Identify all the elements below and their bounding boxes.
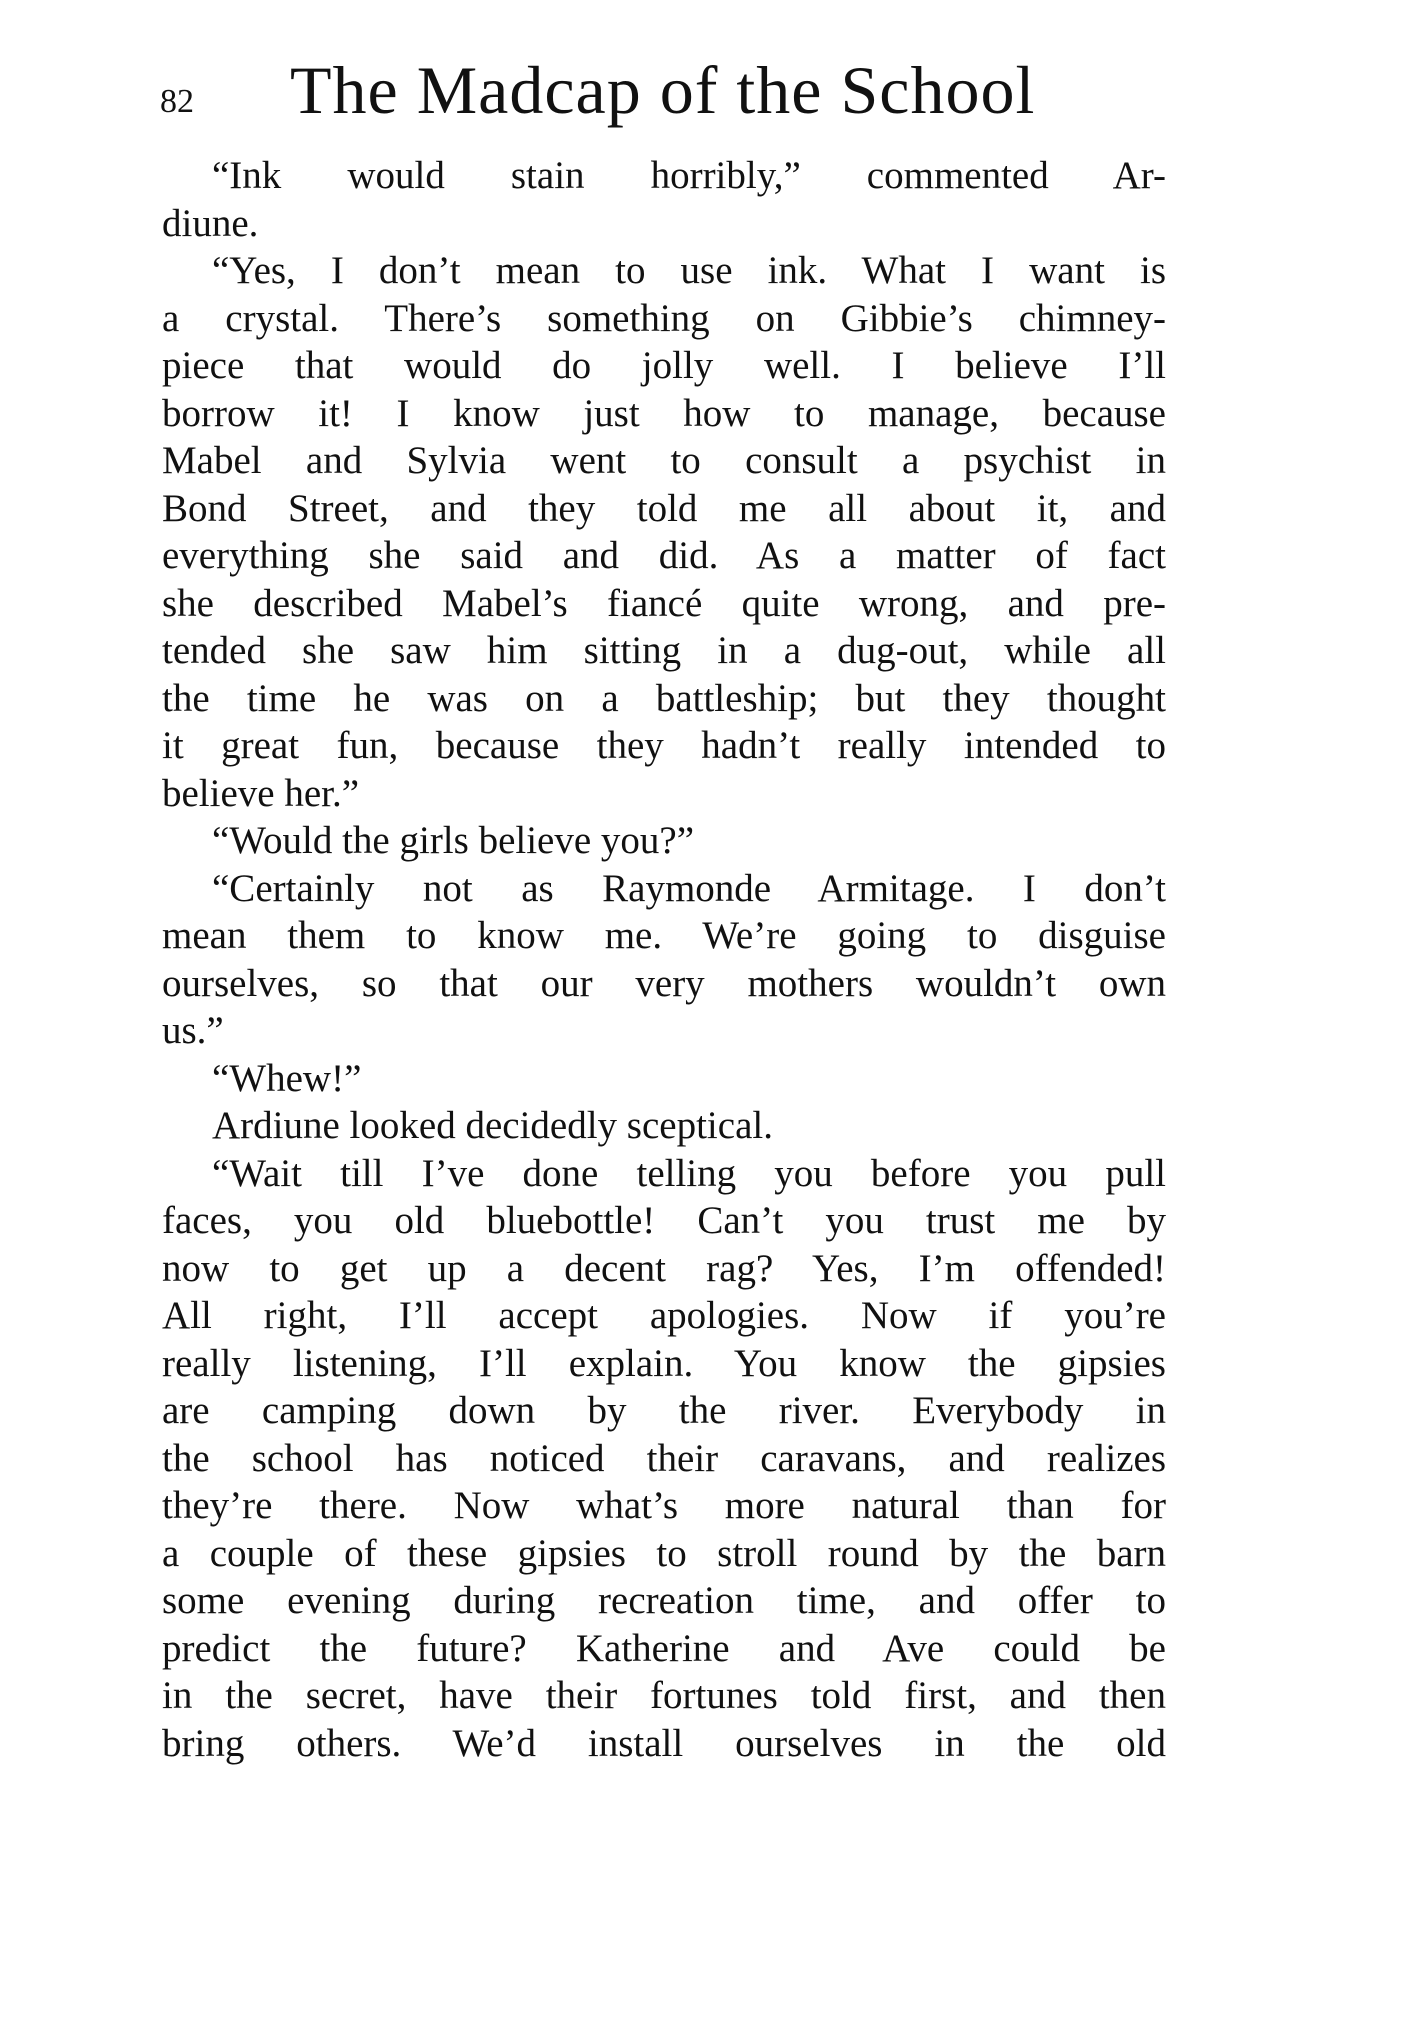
text-line: it great fun, because they hadn’t really intended to bbox=[162, 724, 1166, 767]
text-line: they’re there. Now what’s more natural than for bbox=[162, 1484, 1166, 1527]
text-line: All right, I’ll accept apologies. Now if you’re bbox=[162, 1294, 1166, 1337]
text-line: “Yes, I don’t mean to use ink. What I want is bbox=[212, 249, 1166, 292]
text-line: predict the future? Katherine and Ave could be bbox=[162, 1626, 1166, 1670]
text-line: piece that would do jolly well. I believe I’ll bbox=[162, 344, 1166, 387]
text-line: us.” bbox=[162, 1009, 224, 1052]
text-line: tended she saw him sitting in a dug-out, while all bbox=[162, 629, 1166, 672]
text-line: believe her.” bbox=[162, 771, 360, 815]
text-line: she described Mabel’s fiancé quite wrong, and pre- bbox=[162, 581, 1166, 625]
text-line: everything she said and did. As a matter of fact bbox=[162, 534, 1166, 577]
text-line: Bond Street, and they told me all about it, and bbox=[162, 486, 1166, 530]
text-line: “Wait till I’ve done telling you before you pull bbox=[212, 1151, 1166, 1195]
text-line: “Whew!” bbox=[212, 1056, 362, 1100]
text-line: mean them to know me. We’re going to disguise bbox=[162, 914, 1166, 957]
text-line: ourselves, so that our very mothers wouldn’t own bbox=[162, 961, 1166, 1005]
text-line: “Would the girls believe you?” bbox=[212, 819, 695, 862]
text-line: are camping down by the river. Everybody in bbox=[162, 1389, 1166, 1432]
text-line: faces, you old bluebottle! Can’t you trust me by bbox=[162, 1199, 1166, 1242]
text-line: a crystal. There’s something on Gibbie’s chimney- bbox=[162, 296, 1166, 340]
text-line: now to get up a decent rag? Yes, I’m offended! bbox=[162, 1246, 1166, 1290]
text-line: diune. bbox=[162, 201, 259, 245]
text-line: in the secret, have their fortunes told first, and then bbox=[162, 1674, 1166, 1717]
running-head bbox=[160, 50, 1170, 130]
text-line: the time he was on a battleship; but they thought bbox=[162, 676, 1166, 720]
book-title: The Madcap of the School bbox=[290, 52, 1036, 128]
text-line: really listening, I’ll explain. You know the gipsies bbox=[162, 1341, 1166, 1385]
body-text bbox=[162, 152, 1166, 1767]
text-line: some evening during recreation time, and offer to bbox=[162, 1579, 1166, 1622]
text-line: bring others. We’d install ourselves in the old bbox=[162, 1721, 1166, 1765]
text-line: Mabel and Sylvia went to consult a psychist in bbox=[162, 439, 1166, 482]
text-line: “Certainly not as Raymonde Armitage. I don’t bbox=[212, 866, 1166, 910]
page-number: 82 bbox=[160, 83, 194, 120]
text-line: the school has noticed their caravans, and realizes bbox=[162, 1436, 1166, 1480]
text-line: a couple of these gipsies to stroll round by the barn bbox=[162, 1531, 1166, 1575]
text-line: borrow it! I know just how to manage, because bbox=[162, 391, 1166, 435]
text-line: Ardiune looked decidedly sceptical. bbox=[212, 1104, 773, 1147]
text-line: “Ink would stain horribly,” commented Ar- bbox=[212, 154, 1166, 197]
